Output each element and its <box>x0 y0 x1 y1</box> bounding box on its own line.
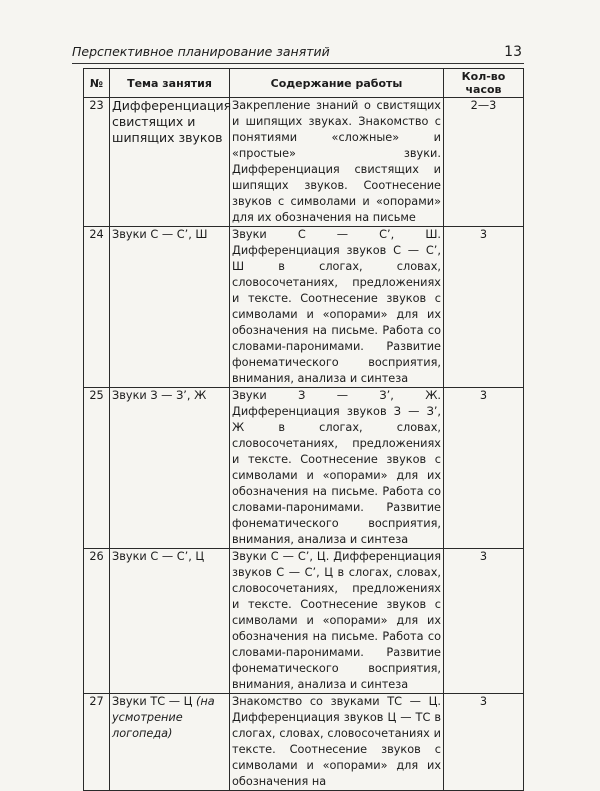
running-head <box>72 44 522 60</box>
row-number: 26 <box>84 549 110 694</box>
row-topic-text: Звуки С — С’, Ш <box>112 228 208 241</box>
header-rule <box>72 63 524 64</box>
running-head-title: Перспективное планирование занятий <box>72 44 330 59</box>
row-topic <box>110 227 230 388</box>
row-hours: 3 <box>444 549 524 694</box>
row-number: 24 <box>84 227 110 388</box>
row-content: Звуки С — С’, Ц. Дифференциация звуков С — С’, Ц в слогах, словах, словосочетаниях, предложениях и тексте. Соотнесение звуков с символами и «опорами» для их обозначения на письме. Работа со словами-паронимами. Развитие фонематического восприятия, внимания, анализа и синтеза <box>230 549 444 694</box>
row-topic <box>110 549 230 694</box>
table-row <box>84 694 524 791</box>
row-number: 23 <box>84 98 110 227</box>
column-header-number: № <box>84 69 110 98</box>
planning-table <box>83 68 524 791</box>
row-topic <box>110 98 230 227</box>
table-row <box>84 388 524 549</box>
row-topic-text: Дифференциация свистящих и шипящих звуков <box>112 98 232 145</box>
table-row <box>84 227 524 388</box>
row-topic-note: (на усмотрение логопеда) <box>112 695 215 740</box>
row-topic <box>110 694 230 791</box>
row-topic-text: Звуки С — С’, Ц <box>112 550 205 563</box>
table-row <box>84 549 524 694</box>
row-hours: 3 <box>444 694 524 791</box>
table-header-row <box>84 69 524 98</box>
row-hours: 2—3 <box>444 98 524 227</box>
page-number: 13 <box>504 44 522 60</box>
row-topic <box>110 388 230 549</box>
row-topic-text: Звуки З — З’, Ж <box>112 389 207 402</box>
row-hours: 3 <box>444 227 524 388</box>
row-content: Звуки З — З’, Ж. Дифференциация звуков З — З’, Ж в слогах, словах, словосочетаниях, предложениях и тексте. Соотнесение звуков с символами и «опорами» для их обозначения на письме. Работа со словами-паронимами. Развитие фонематического восприятия, внимания, анализа и синтеза <box>230 388 444 549</box>
row-content: Закрепление знаний о свистящих и шипящих звуках. Знакомство с понятиями «сложные» и «простые» звуки. Дифференциация свистящих и шипящих звуков. Соотнесение звуков с символами и «опорами» для их обозначения на письме <box>230 98 444 227</box>
row-hours: 3 <box>444 388 524 549</box>
row-content: Звуки С — С’, Ш. Дифференциация звуков С — С’, Ш в слогах, словах, словосочетаниях, предложениях и тексте. Соотнесение звуков с символами и «опорами» для их обозначения на письме. Работа со словами-паронимами. Развитие фонематического восприятия, внимания, анализа и синтеза <box>230 227 444 388</box>
table-row <box>84 98 524 227</box>
column-header-topic: Тема занятия <box>110 69 230 98</box>
column-header-content: Содержание работы <box>230 69 444 98</box>
row-number: 27 <box>84 694 110 791</box>
column-header-hours: Кол-во часов <box>444 69 524 98</box>
row-number: 25 <box>84 388 110 549</box>
row-content: Знакомство со звуками ТС — Ц. Дифференциация звуков Ц — ТС в слогах, словах, словосочетаниях и тексте. Соотнесение звуков с символами и «опорами» для их обозначения на <box>230 694 444 791</box>
row-topic-text: Звуки ТС — Ц <box>112 695 193 708</box>
